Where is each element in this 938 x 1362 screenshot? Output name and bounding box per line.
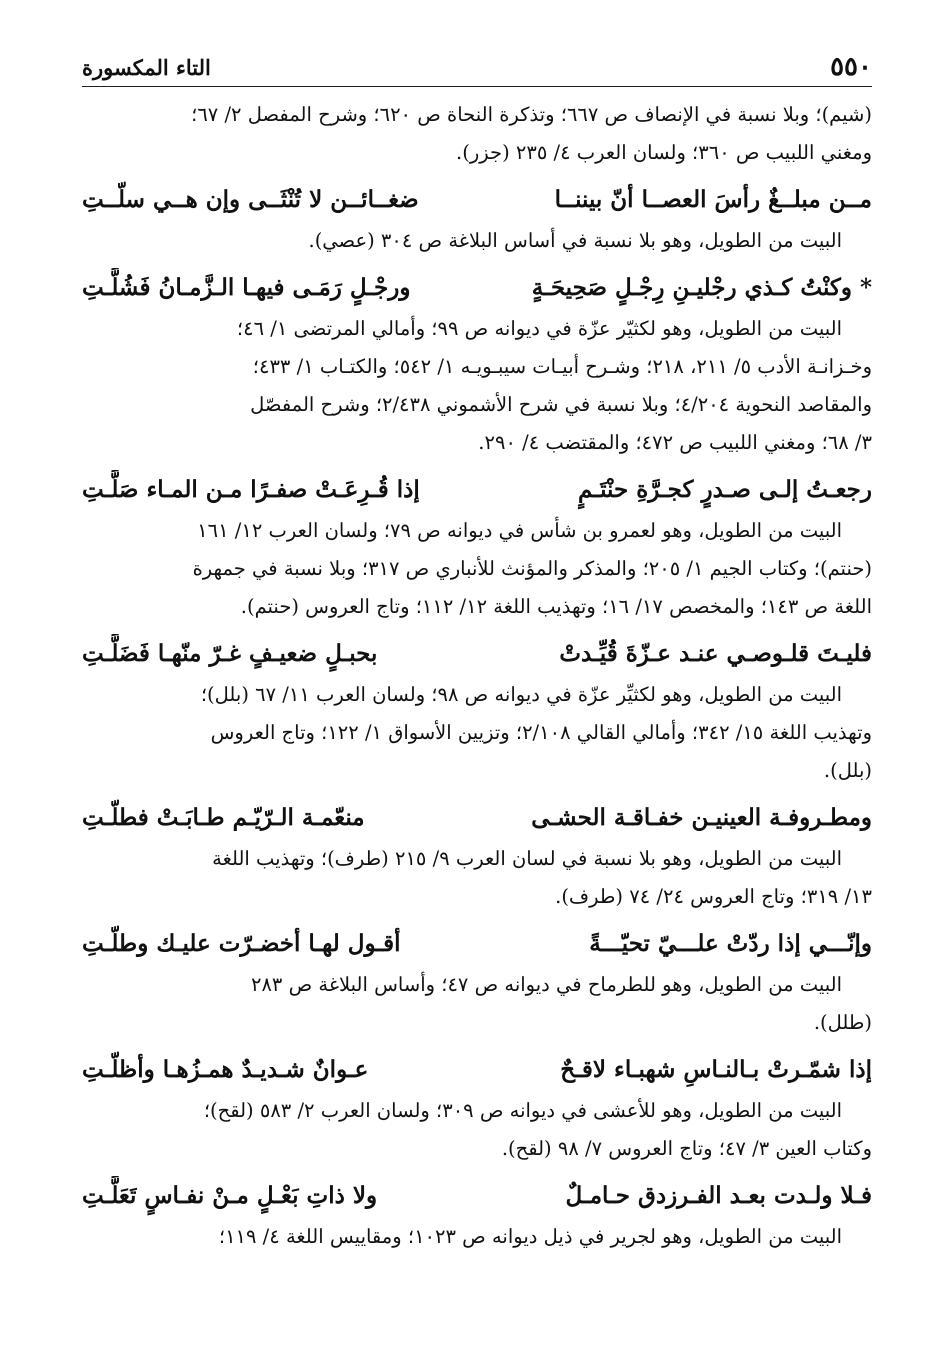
reference-line: (طلل).	[813, 1011, 872, 1034]
verse-second-hemistich: بحبـلٍ ضعيـفٍ غـرّ منّهـا فَضَلَّـتِ	[82, 640, 378, 667]
verse	[82, 470, 872, 510]
verse-first-hemistich: فليـتَ قلـوصـي عنـد عـزّةَ قُيِّـدتْ	[559, 640, 872, 667]
verse-first-hemistich: رجعـتُ إلـى صـدرٍ كجـرَّةِ حنْتَـمٍ	[578, 476, 872, 503]
verse-entry	[82, 268, 872, 462]
reference-line: (بلل).	[823, 759, 872, 782]
reference-line: البيت من الطويل، وهو لكثيّر عزّة في ديوانه ص ٩٩؛ وأمالي المرتضى ١/ ٤٦؛	[236, 317, 842, 340]
verse-references	[82, 1092, 872, 1168]
verse-references	[82, 840, 872, 916]
verse-first-hemistich: مــن مبلــغٌ رأسَ العصــا أنّ بيننــا	[554, 186, 872, 213]
verse-second-hemistich: منعّمـة الـرّيّـم طـابَـتْ فطلّـتِ	[82, 804, 365, 831]
page-content	[82, 96, 872, 1256]
reference-line: (حنتم)؛ وكتاب الجيم ١/ ٢٠٥؛ والمذكر والمؤنث للأنباري ص ٣١٧؛ وبلا نسبة في جمهرة	[192, 557, 872, 580]
verse-second-hemistich: أقـول لهـا أخضـرّت عليـك وطلّـتِ	[82, 930, 401, 957]
reference-line: البيت من الطويل، وهو بلا نسبة في لسان العرب ٩/ ٢١٥ (طرف)؛ وتهذيب اللغة	[212, 847, 842, 870]
verse-first-hemistich: فـلا ولـدت بعـد الفـرزدق حـامـلٌ	[565, 1182, 872, 1209]
verse	[82, 180, 872, 220]
reference-line: ومغني اللبيب ص ٣٦٠؛ ولسان العرب ٤/ ٢٣٥ (جزر).	[456, 141, 872, 164]
verse-second-hemistich: ولا ذاتِ بَعْـلٍ مـنْ نفـاسٍ تَعَلَّـتِ	[82, 1182, 378, 1209]
reference-line: ١٣/ ٣١٩؛ وتاج العروس ٢٤/ ٧٤ (طرف).	[555, 885, 872, 908]
reference-line: البيت من الطويل، وهو بلا نسبة في أساس البلاغة ص ٣٠٤ (عصي).	[308, 229, 842, 252]
verse-entry	[82, 924, 872, 1042]
verse	[82, 798, 872, 838]
reference-line: وتهذيب اللغة ١٥/ ٣٤٢؛ وأمالي القالي ٢/١٠٨؛ وتزيين الأسواق ١/ ١٢٢؛ وتاج العروس	[210, 721, 872, 744]
verse-entry	[82, 798, 872, 916]
page-number: ٥٥٠	[830, 52, 872, 82]
verse	[82, 1176, 872, 1216]
page-header	[82, 50, 872, 87]
reference-line: والمقاصد النحوية ٤/٢٠٤؛ وبلا نسبة في شرح الأشموني ٢/٤٣٨؛ وشرح المفصّل	[250, 393, 872, 416]
reference-line: البيت من الطويل، وهو لجرير في ذيل ديوانه ص ١٠٢٣؛ ومقاييس اللغة ٤/ ١١٩؛	[218, 1225, 842, 1248]
verse-references	[82, 310, 872, 462]
verse-second-hemistich: ورجْـلٍ رَمَـى فيهـا الـزَّمـانُ فَشُلَّـتِ	[82, 274, 411, 301]
verse-references	[82, 512, 872, 626]
verse-references	[82, 1218, 872, 1256]
verse-references	[82, 676, 872, 790]
reference-line: اللغة ص ١٤٣؛ والمخصص ١٧/ ١٦؛ وتهذيب اللغة ١٢/ ١١٢؛ وتاج العروس (حنتم).	[240, 595, 872, 618]
verse-second-hemistich: إذا قُـرِعَـتْ صفـرًا مـن المـاء صَلَّـتِ	[82, 476, 420, 503]
verse-first-hemistich: ومطـروفـة العينيـن خفـاقـة الحشـى	[531, 804, 872, 831]
reference-line: البيت من الطويل، وهو للأعشى في ديوانه ص ٣٠٩؛ ولسان العرب ٢/ ٥٨٣ (لقح)؛	[203, 1099, 842, 1122]
verse-references	[82, 222, 872, 260]
verse	[82, 1050, 872, 1090]
verse-first-hemistich: وإنّـــي إذا ردّتْ علـــيّ تحيّـــةً	[589, 930, 872, 957]
running-title: التاء المكسورة	[82, 55, 211, 80]
verse-entry	[82, 634, 872, 790]
reference-line: البيت من الطويل، وهو لعمرو بن شأس في ديوانه ص ٧٩؛ ولسان العرب ١٢/ ١٦١	[197, 519, 842, 542]
verse-entry	[82, 1176, 872, 1256]
verse-entry	[82, 470, 872, 626]
verse	[82, 634, 872, 674]
reference-line: البيت من الطويل، وهو للطرماح في ديوانه ص ٤٧؛ وأساس البلاغة ص ٢٨٣	[250, 973, 842, 996]
verse	[82, 268, 872, 308]
verse-entry	[82, 1050, 872, 1168]
verse-first-hemistich: إذا شمّـرتْ بـالنـاسِ شهبـاء لاقـحٌ	[560, 1056, 872, 1083]
reference-line: وخـزانـة الأدب ٥/ ٢١١، ٢١٨؛ وشـرح أبيـات سيبـويـه ١/ ٥٤٢؛ والكتـاب ١/ ٤٣٣؛	[252, 355, 872, 378]
verse	[82, 924, 872, 964]
verse-references	[82, 966, 872, 1042]
verse-first-hemistich: * وكنْتُ كـذي رجْليـنِ رِجْـلٍ صَحِيحَـةٍ	[531, 274, 872, 301]
verse-second-hemistich: ضغــائــن لا تُنْثَــى وإن هــي سلّــتِ	[82, 186, 419, 213]
intro-references	[82, 96, 872, 172]
reference-line: ٣/ ٦٨؛ ومغني اللبيب ص ٤٧٢؛ والمقتضب ٤/ ٢٩٠.	[478, 431, 872, 454]
reference-line: البيت من الطويل، وهو لكثيِّر عزّة في ديوانه ص ٩٨؛ ولسان العرب ١١/ ٦٧ (بلل)؛	[200, 683, 842, 706]
reference-line: وكتاب العين ٣/ ٤٧؛ وتاج العروس ٧/ ٩٨ (لقح).	[501, 1137, 872, 1160]
verse-second-hemistich: عـوانٌ شـديـدٌ همـزُهـا وأظلّـتِ	[82, 1056, 369, 1083]
verse-entry	[82, 180, 872, 260]
reference-line: (شيم)؛ وبلا نسبة في الإنصاف ص ٦٦٧؛ وتذكرة النحاة ص ٦٢٠؛ وشرح المفصل ٢/ ٦٧؛	[191, 103, 872, 126]
